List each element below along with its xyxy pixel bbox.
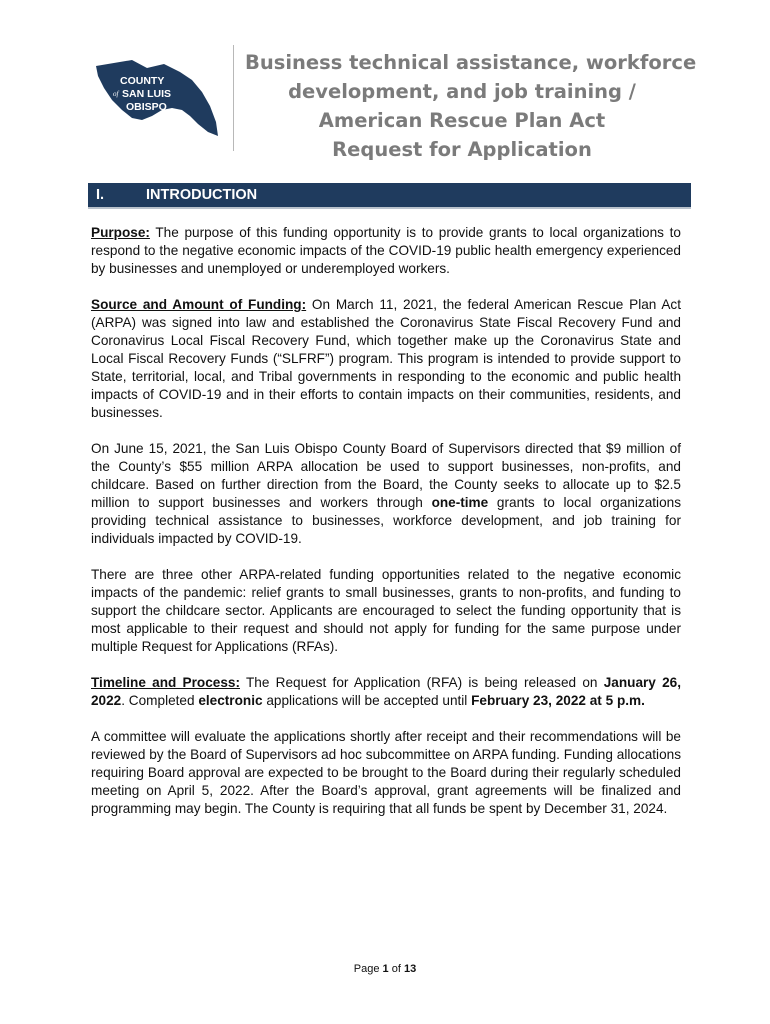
purpose-label: Purpose: bbox=[91, 225, 150, 240]
board-bold: one-time bbox=[431, 495, 489, 510]
page-word: Page bbox=[353, 963, 380, 975]
purpose-paragraph bbox=[91, 224, 681, 278]
logo-mark: of bbox=[113, 90, 119, 98]
timeline-text-2: . Completed bbox=[121, 693, 199, 708]
logo-line-1: COUNTY bbox=[120, 75, 165, 87]
purpose-text: The purpose of this funding opportunity is to provide grants to local organizations to respond to the negative economic impacts of the COVID-19 public health emergency experienced by businesses and unemployed or underemployed workers. bbox=[91, 225, 681, 276]
board-paragraph bbox=[91, 440, 681, 548]
funding-label: Source and Amount of Funding: bbox=[91, 297, 307, 312]
document-header bbox=[0, 0, 770, 170]
logo-line-3: OBISPO bbox=[126, 101, 167, 113]
timeline-text-3: applications will be accepted until bbox=[262, 693, 472, 708]
document-title bbox=[245, 48, 697, 164]
county-logo bbox=[92, 58, 220, 140]
section-heading-bar bbox=[88, 183, 691, 209]
of-word: of bbox=[391, 963, 401, 975]
logo-line-2: SAN LUIS bbox=[122, 88, 172, 100]
other-opportunities-paragraph bbox=[91, 566, 681, 656]
page-total: 13 bbox=[403, 963, 417, 975]
deadline: February 23, 2022 at 5 p.m. bbox=[471, 693, 645, 708]
funding-text: On March 11, 2021, the federal American Rescue Plan Act (ARPA) was signed into law and established the Coronavirus State Fiscal Recovery Fund and Coronavirus Local Fiscal Recovery Fund, which together make up the Coronavirus State and Local Fiscal Recovery Funds (“SLFRF”) program. This program is intended to provide support to State, territorial, local, and Tribal governments in responding to the economic and public health impacts of COVID-19 and in their efforts to contain impacts on their communities, residents, and businesses. bbox=[91, 297, 681, 420]
committee-paragraph bbox=[91, 728, 681, 818]
header-divider bbox=[233, 45, 234, 151]
board-text-2: grants to local organizations providing technical assistance to businesses, workforce development, and job training for individuals impacted by COVID-19. bbox=[91, 495, 681, 546]
page-number: 1 bbox=[382, 963, 389, 975]
page-footer bbox=[0, 963, 770, 975]
section-title: INTRODUCTION bbox=[146, 187, 258, 203]
electronic-word: electronic bbox=[198, 693, 263, 708]
board-text-1: On June 15, 2021, the San Luis Obispo County Board of Supervisors directed that $9 million of the County’s $55 million ARPA allocation be used to support businesses, non-profits, and childcare. Based on further direction from the Board, the County seeks to allocate up to $2.5 million to support businesses and workers through bbox=[91, 441, 681, 510]
timeline-text-1: The Request for Application (RFA) is being released on bbox=[240, 675, 604, 690]
timeline-label: Timeline and Process: bbox=[91, 675, 240, 690]
document-body bbox=[91, 224, 681, 836]
committee-text: A committee will evaluate the applications shortly after receipt and their recommendations will be reviewed by the Board of Supervisors ad hoc subcommittee on ARPA funding. Funding allocations requiring Board approval are expected to be brought to the Board during their regularly scheduled meeting on April 5, 2022. After the Board’s approval, grant agreements will be finalized and programming may begin. The County is requiring that all funds be spent by December 31, 2024. bbox=[91, 729, 681, 816]
funding-paragraph bbox=[91, 296, 681, 422]
title-line-3: American Rescue Plan Act bbox=[318, 109, 606, 132]
release-date: January 26, 2022 bbox=[91, 675, 681, 708]
title-line-4: Request for Application bbox=[332, 138, 592, 161]
title-line-1: Business technical assistance, workforce bbox=[245, 51, 697, 74]
other-text: There are three other ARPA-related funding opportunities related to the negative economic impacts of the pandemic: relief grants to small businesses, grants to non-profits, and funding to support the childcare sector. Applicants are encouraged to select the funding opportunity that is most applicable to their request and should not apply for funding for the same purpose under multiple Request for Applications (RFAs). bbox=[91, 567, 681, 654]
section-number: I. bbox=[96, 187, 105, 203]
timeline-paragraph bbox=[91, 674, 681, 710]
title-line-2: development, and job training / bbox=[288, 80, 636, 103]
